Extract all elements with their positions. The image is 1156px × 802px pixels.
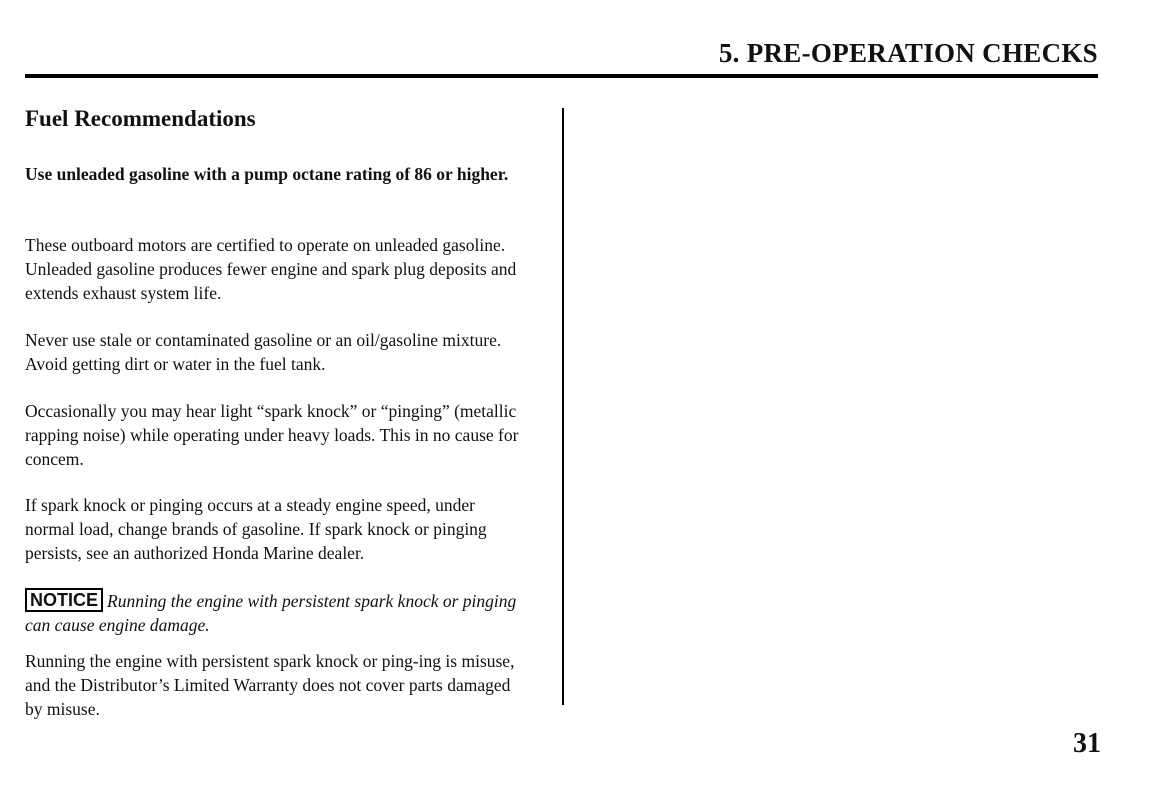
notice-block [25,588,525,637]
page-number: 31 [1073,728,1101,759]
spark-knock-paragraph: Occasionally you may hear light “spark knock” or “pinging” (metallic rapping noise) while operating under heavy loads. This in no cause for concem. [25,401,519,469]
section-title: Fuel Recommendations [25,106,256,131]
notice-text: Running the engine with persistent spark knock or pinging can cause engine damage. [25,591,517,635]
column-divider [562,108,564,705]
octane-requirement: Use unleaded gasoline with a pump octane rating of 86 or higher. [25,164,509,184]
notice-label: NOTICE [25,588,103,612]
header-rule [25,74,1098,78]
chapter-title: 5. PRE-OPERATION CHECKS [718,38,1098,68]
unleaded-certification-paragraph: These outboard motors are certified to operate on unleaded gasoline. Unleaded gasoline produces fewer engine and spark plug deposits and extends exhaust system life. [25,235,517,303]
misuse-warranty-paragraph: Running the engine with persistent spark knock or ping-ing is misuse, and the Distributor’s Limited Warranty does not cover parts damaged by misuse. [25,651,515,719]
stale-gasoline-warning: Never use stale or contaminated gasoline or an oil/gasoline mixture. Avoid getting dirt or water in the fuel tank. [25,330,502,374]
pinging-remedy-paragraph: If spark knock or pinging occurs at a steady engine speed, under normal load, change brands of gasoline. If spark knock or pinging persists, see an authorized Honda Marine dealer. [25,495,487,563]
